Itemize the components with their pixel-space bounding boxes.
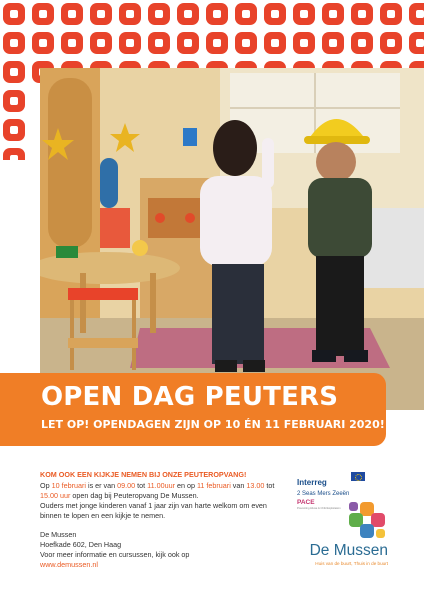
pace-tagline: Preventing Abuse & Child Exploitation (297, 507, 341, 510)
de-mussen-tagline: Huis van de buurt, Thuis in de buurt (315, 561, 388, 566)
text-fragment: van (230, 481, 245, 490)
pattern-tile-hole (68, 39, 76, 47)
text-fragment: is er van (85, 481, 118, 490)
time-highlight: 11.00uur (147, 481, 175, 490)
pattern-tile-hole (10, 10, 18, 18)
interreg-logo-text: Interreg (297, 478, 327, 487)
pattern-tile-hole (329, 39, 337, 47)
pattern-tile-hole (358, 10, 366, 18)
pattern-tile-hole (10, 97, 18, 105)
pattern-tile-hole (126, 10, 134, 18)
pattern-tile-hole (184, 10, 192, 18)
pattern-tile-hole (39, 39, 47, 47)
pattern-tile-hole (242, 10, 250, 18)
pattern-tile-hole (10, 155, 18, 160)
pattern-tile-hole (242, 39, 250, 47)
pattern-tile-hole (126, 39, 134, 47)
text-fragment: en op (174, 481, 197, 490)
pattern-tile-hole (416, 39, 424, 47)
pattern-tile-hole (97, 39, 105, 47)
pattern-tile-hole (387, 39, 395, 47)
pattern-tile-hole (10, 39, 18, 47)
pattern-tile-hole (416, 10, 424, 18)
pace-logo-text: PACE (297, 499, 315, 506)
pattern-tile-hole (300, 39, 308, 47)
text-fragment: Op (40, 481, 52, 490)
pattern-tile-hole (271, 39, 279, 47)
eu-flag-icon (351, 472, 365, 481)
page-subtitle: LET OP! OPENDAGEN ZIJN OP 10 ÉN 11 FEBRUARI 2020! (41, 418, 385, 431)
date-highlight: 11 februari (196, 481, 231, 490)
pattern-tile-hole (358, 39, 366, 47)
pattern-tile-hole (39, 10, 47, 18)
time-highlight: 09.00 (117, 481, 136, 490)
contact-org: De Mussen (40, 530, 77, 539)
welcome-paragraph: Ouders met jonge kinderen vanaf 1 jaar zijn van harte welkom om even binnen te lopen en een kijkje te nemen. (40, 501, 267, 520)
date-highlight: 10 februari (51, 481, 86, 490)
pattern-tile-hole (155, 10, 163, 18)
more-info-text: Voor meer informatie en cursussen, kijk ook op (40, 550, 190, 559)
body-text (40, 470, 290, 570)
website-link[interactable]: www.demussen.nl (40, 560, 98, 569)
pattern-tile-hole (97, 10, 105, 18)
intro-heading: KOM OOK EEN KIJKJE NEMEN BIJ ONZE PEUTEROPVANG! (40, 470, 247, 479)
page-title: OPEN DAG PEUTERS (41, 382, 339, 412)
pattern-tile-hole (213, 10, 221, 18)
time-highlight: 13.00 (246, 481, 265, 490)
pattern-tile-hole (10, 68, 18, 76)
pattern-tile-hole (184, 39, 192, 47)
text-fragment: tot (135, 481, 148, 490)
time-highlight: 15.00 uur (40, 491, 71, 500)
pattern-tile-hole (300, 10, 308, 18)
de-mussen-logo-text: De Mussen (309, 542, 388, 559)
hero-photo (40, 68, 424, 410)
text-fragment: open dag bij Peuteropvang De Mussen. (70, 491, 199, 500)
text-fragment: tot (264, 481, 275, 490)
pattern-tile-hole (68, 10, 76, 18)
pattern-tile-hole (10, 126, 18, 134)
pattern-tile-hole (271, 10, 279, 18)
contact-address: Hoefkade 602, Den Haag (40, 540, 122, 549)
pattern-tile-hole (329, 10, 337, 18)
pattern-tile-hole (213, 39, 221, 47)
intro-paragraph (40, 481, 290, 501)
pattern-tile-hole (155, 39, 163, 47)
pattern-tile-hole (387, 10, 395, 18)
de-mussen-logo-icon (349, 502, 385, 538)
interreg-region: 2 Seas Mers Zeeën (297, 491, 350, 497)
